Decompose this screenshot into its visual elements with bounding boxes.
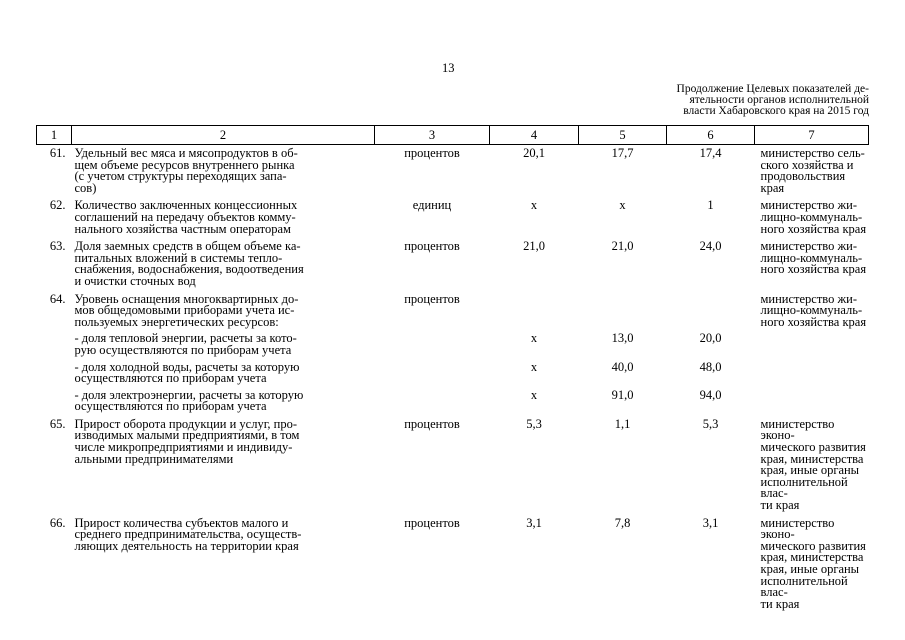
agency-line: лищно-коммуналь- xyxy=(760,303,863,318)
agency-line: мического развития xyxy=(760,440,866,455)
unit-cell: единиц xyxy=(412,198,452,213)
description-line: осуществляются по приборам учета xyxy=(74,371,267,386)
indicator-description xyxy=(72,515,375,611)
agency-line: министерство жи- xyxy=(760,198,857,213)
agency-line: исполнительной влас- xyxy=(760,474,848,501)
description-line: Доля заемных средств в общем объеме ка- xyxy=(74,239,301,254)
column-header: 7 xyxy=(755,126,869,145)
value-col6: 1 xyxy=(707,198,714,213)
row-number: 61. xyxy=(49,146,66,160)
value-text: 91,0 xyxy=(611,387,634,402)
agency-line: ти края xyxy=(760,498,800,513)
value-col4: 20,1 xyxy=(523,146,545,160)
agency-line: края, иные органы xyxy=(760,463,860,478)
description-line: нального хозяйства частным операторам xyxy=(74,221,291,236)
value-col6: 24,0 xyxy=(699,239,722,254)
responsible-agency xyxy=(755,200,869,235)
table-row xyxy=(37,200,869,235)
value-col4 xyxy=(490,357,579,385)
value-col5: 1,1 xyxy=(614,416,631,431)
description-line: альными предпринимателями xyxy=(74,451,234,466)
table-row xyxy=(37,145,869,195)
description-line: щем объеме ресурсов внутреннего рынка xyxy=(74,157,295,172)
value-col4: 21,0 xyxy=(523,239,545,254)
value-col6 xyxy=(667,328,755,356)
table-row xyxy=(37,518,869,611)
value-col5: 21,0 xyxy=(611,239,634,254)
value-text: 40,0 xyxy=(611,359,634,374)
responsible-agency xyxy=(755,291,869,413)
value-text: х xyxy=(530,387,538,402)
value-col5: 17,7 xyxy=(611,146,634,160)
indicators-table xyxy=(36,125,869,610)
agency-line: ного хозяйства края xyxy=(760,314,867,329)
agency-line: края, министерства xyxy=(760,451,864,466)
agency-line: исполнительной влас- xyxy=(760,573,848,600)
value-col5 xyxy=(579,357,667,385)
agency-line: министерство жи- xyxy=(760,291,857,306)
value-col5 xyxy=(579,328,667,356)
agency-line: министерство эконо- xyxy=(760,416,835,443)
description-line: - доля тепловой энергии, расчеты за кото- xyxy=(74,331,297,346)
value-col5: х xyxy=(619,198,626,213)
row-number: 65. xyxy=(49,416,66,431)
table-subrow xyxy=(37,328,869,356)
agency-line: края, иные органы xyxy=(760,562,860,576)
description-line: среднего предпринимательства, осуществ- xyxy=(74,527,302,542)
agency-line: ного хозяйства края xyxy=(760,262,867,277)
page-number: 13 xyxy=(442,61,455,75)
description-line: рую осуществляются по приборам учета xyxy=(74,342,292,357)
agency-line: ти края xyxy=(760,596,800,611)
description-line: изводимых малыми предприятиями, в том xyxy=(74,428,300,443)
column-header: 2 xyxy=(72,126,375,145)
value-col6 xyxy=(667,357,755,385)
description-line: числе микропредприятиями и индивиду- xyxy=(74,440,293,455)
agency-line: министерство эконо- xyxy=(760,515,835,542)
description-line: Уровень оснащения многоквартирных до- xyxy=(74,291,299,306)
value-text: х xyxy=(530,331,538,346)
description-line: снабжения, водоснабжения, водоотведения xyxy=(74,262,304,277)
description-line: ляющих деятельность на территории края xyxy=(74,538,299,553)
continuation-caption xyxy=(629,84,869,117)
indicator-description xyxy=(72,145,375,195)
unit-cell: процентов xyxy=(404,416,460,431)
description-line: Удельный вес мяса и мясопродуктов в об- xyxy=(74,146,298,160)
description-line: осуществляются по приборам учета xyxy=(74,399,267,414)
sub-indicator-description xyxy=(72,357,375,385)
table-subrow xyxy=(37,357,869,385)
table-row xyxy=(37,241,869,287)
value-col6: 5,3 xyxy=(702,416,719,431)
indicator-description xyxy=(72,241,375,287)
description-line: Прирост оборота продукции и услуг, про- xyxy=(74,416,298,431)
row-number: 64. xyxy=(49,291,66,306)
value-text: 13,0 xyxy=(611,331,634,346)
row-number: 66. xyxy=(49,515,66,530)
responsible-agency xyxy=(755,416,869,513)
value-col6: 17,4 xyxy=(699,146,722,160)
description-line: (с учетом структуры переходящих запа- xyxy=(74,169,287,184)
description-line: мов общедомовыми приборами учета ис- xyxy=(74,303,295,318)
value-col4: х xyxy=(530,198,538,213)
description-line: сов) xyxy=(74,180,97,195)
unit-cell: процентов xyxy=(404,239,460,254)
description-line: Прирост количества субъектов малого и xyxy=(74,515,289,530)
responsible-agency xyxy=(755,241,869,287)
value-col4 xyxy=(490,328,579,356)
value-text: 48,0 xyxy=(699,359,722,374)
description-line: - доля холодной воды, расчеты за которую xyxy=(74,359,300,374)
value-col6 xyxy=(667,385,755,413)
column-header: 4 xyxy=(490,126,579,145)
column-header: 3 xyxy=(375,126,490,145)
agency-line: ского хозяйства и xyxy=(760,157,854,172)
agency-line: края xyxy=(760,180,785,195)
responsible-agency xyxy=(755,145,869,195)
description-line: Количество заключенных концессионных xyxy=(74,198,298,213)
agency-line: края, министерства xyxy=(760,550,864,565)
column-header: 6 xyxy=(667,126,755,145)
description-line: - доля электроэнергии, расчеты за которую xyxy=(74,387,304,402)
agency-line: ного хозяйства края xyxy=(760,221,867,236)
description-line: питальных вложений в системы тепло- xyxy=(74,250,283,265)
caption-line: ятельности органов исполнительной xyxy=(689,94,869,106)
indicator-description xyxy=(72,291,375,329)
table-header-row xyxy=(37,126,869,145)
table-row xyxy=(37,294,869,329)
indicator-description xyxy=(72,200,375,235)
unit-cell: процентов xyxy=(404,146,460,160)
table-subrow xyxy=(37,385,869,413)
column-header: 1 xyxy=(37,126,72,145)
responsible-agency xyxy=(755,515,869,611)
description-line: соглашений на передачу объектов комму- xyxy=(74,209,296,224)
column-header: 5 xyxy=(579,126,667,145)
value-col5 xyxy=(579,385,667,413)
table-row xyxy=(37,419,869,512)
value-text: 20,0 xyxy=(699,331,722,346)
agency-line: министерство сель- xyxy=(760,146,865,160)
unit-cell: процентов xyxy=(404,291,460,306)
sub-indicator-description xyxy=(72,328,375,356)
value-col4 xyxy=(490,385,579,413)
value-text: х xyxy=(530,359,538,374)
caption-line: власти Хабаровского края на 2015 год xyxy=(683,105,869,117)
value-col4: 5,3 xyxy=(526,416,542,431)
description-line: и очистки сточных вод xyxy=(74,273,196,288)
agency-line: лищно-коммуналь- xyxy=(760,250,863,265)
description-line: пользуемых энергетических ресурсов: xyxy=(74,314,279,329)
value-text: 94,0 xyxy=(699,387,722,402)
sub-indicator-description xyxy=(72,385,375,413)
caption-line: Продолжение Целевых показателей де- xyxy=(676,83,869,95)
value-col4: 3,1 xyxy=(526,515,542,530)
agency-line: продовольствия xyxy=(760,169,846,184)
row-number: 63. xyxy=(49,239,66,254)
row-number: 62. xyxy=(49,198,66,213)
agency-line: министерство жи- xyxy=(760,239,857,254)
value-col5: 7,8 xyxy=(614,515,631,530)
indicator-description xyxy=(72,416,375,512)
agency-line: мического развития xyxy=(760,538,866,553)
agency-line: лищно-коммуналь- xyxy=(760,209,863,224)
unit-cell: процентов xyxy=(404,515,460,530)
value-col6: 3,1 xyxy=(702,515,719,530)
